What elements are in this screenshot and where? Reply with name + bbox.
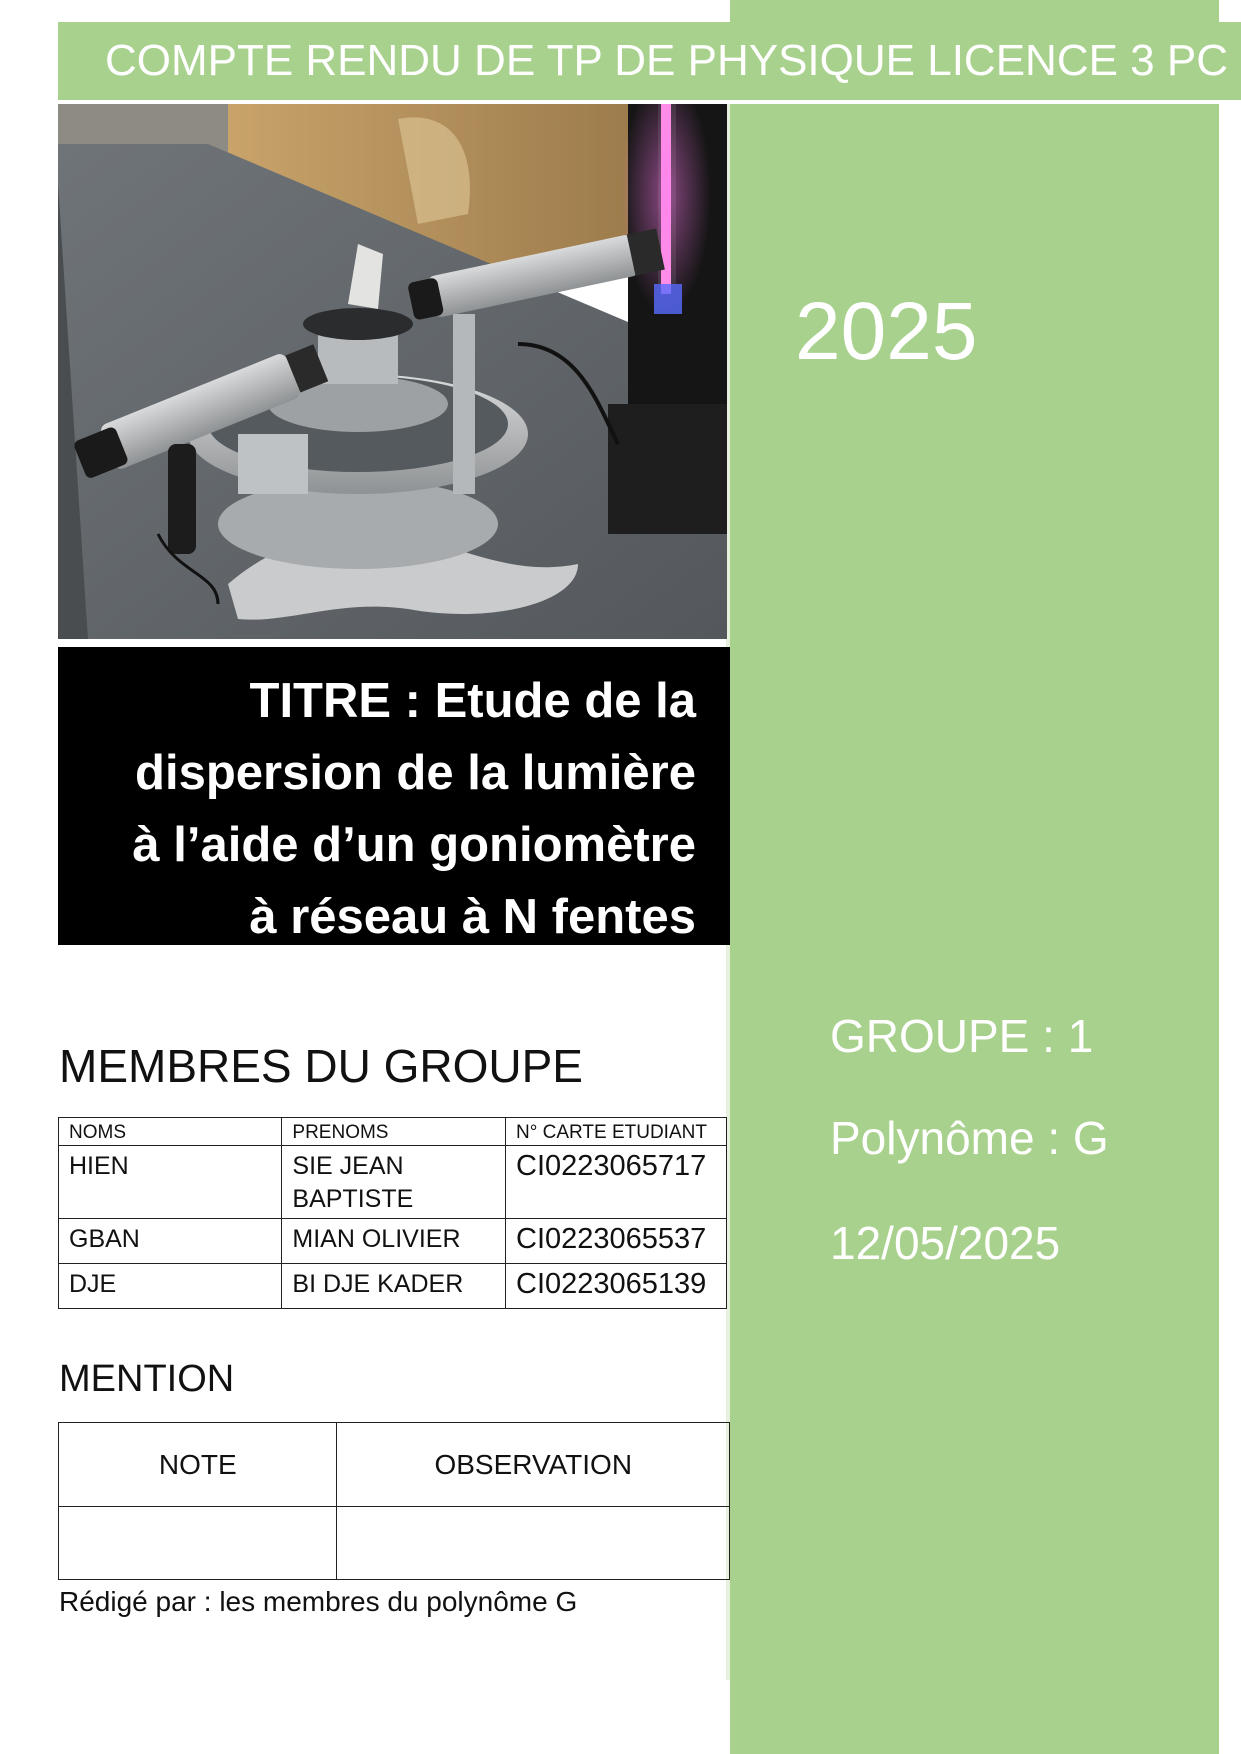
table-header-row xyxy=(59,1423,730,1507)
table-row xyxy=(59,1219,727,1264)
year-label: 2025 xyxy=(795,286,978,377)
member-nom: DJE xyxy=(59,1264,282,1309)
table-row xyxy=(59,1264,727,1309)
title-line-4: à réseau à N fentes xyxy=(249,890,696,944)
observation-label: OBSERVATION xyxy=(337,1423,730,1507)
document-header-title: COMPTE RENDU DE TP DE PHYSIQUE LICENCE 3 PC xyxy=(104,36,1228,85)
member-carte: CI0223065537 xyxy=(506,1219,727,1264)
members-heading: MEMBRES DU GROUPE xyxy=(59,1040,583,1092)
date-label: 12/05/2025 xyxy=(830,1217,1061,1269)
note-label: NOTE xyxy=(59,1423,337,1507)
note-value-cell xyxy=(59,1507,337,1580)
member-prenom: BI DJE KADER xyxy=(282,1264,506,1309)
members-table xyxy=(58,1117,727,1309)
polynome-label: Polynôme : G xyxy=(830,1112,1109,1164)
title-block xyxy=(58,647,730,945)
member-carte: CI0223065717 xyxy=(506,1146,727,1219)
mention-heading: MENTION xyxy=(59,1358,235,1400)
right-green-column xyxy=(730,0,1219,1754)
title-line-1: TITRE : Etude de la xyxy=(249,674,696,728)
observation-value-cell xyxy=(337,1507,730,1580)
member-nom: GBAN xyxy=(59,1219,282,1264)
member-nom: HIEN xyxy=(59,1146,282,1219)
title-line-3: à l’aide d’un goniomètre xyxy=(132,818,696,872)
table-row xyxy=(59,1507,730,1580)
member-prenom: SIE JEAN BAPTISTE xyxy=(282,1146,506,1219)
group-label: GROUPE : 1 xyxy=(830,1010,1094,1062)
member-prenom: MIAN OLIVIER xyxy=(282,1219,506,1264)
mention-table xyxy=(58,1422,730,1580)
goniometer-photo-icon xyxy=(58,104,727,639)
member-carte: CI0223065139 xyxy=(506,1264,727,1309)
redacted-by-text: Rédigé par : les membres du polynôme G xyxy=(59,1586,578,1617)
column-header: PRENOMS xyxy=(282,1118,506,1146)
title-line-2: dispersion de la lumière xyxy=(135,746,696,800)
column-header: N° CARTE ETUDIANT xyxy=(506,1118,727,1146)
table-header-row xyxy=(59,1118,727,1146)
column-header: NOMS xyxy=(59,1118,282,1146)
table-row xyxy=(59,1146,727,1219)
